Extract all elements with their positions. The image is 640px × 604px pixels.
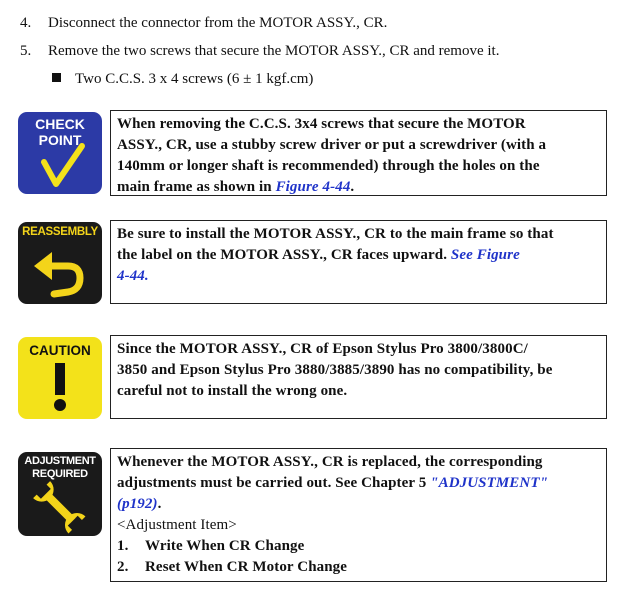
note-text: . — [350, 179, 355, 195]
step-5 — [20, 42, 499, 60]
note-line: Whenever the MOTOR ASSY., CR is replaced, the corresponding — [117, 454, 543, 470]
note-text: adjustments must be carried out. See Chapter 5 — [117, 475, 431, 491]
check-label: CHECK — [35, 116, 85, 132]
figure-link[interactable]: See Figure — [450, 247, 520, 263]
note-text: . — [157, 496, 162, 512]
note-line: 140mm or longer shaft is recommended) through the holes on the — [117, 158, 540, 174]
adjustment-item — [117, 536, 600, 557]
note-text: the label on the MOTOR ASSY., CR faces upward. — [117, 247, 451, 263]
step-number: 5. — [20, 43, 32, 59]
note-line — [117, 245, 600, 266]
page-link[interactable]: (p192) — [117, 496, 158, 512]
adjustment-note — [110, 448, 607, 582]
step-4 — [20, 14, 387, 32]
note-line — [117, 494, 600, 515]
screw-spec — [52, 70, 313, 88]
exclamation-icon — [18, 337, 102, 419]
note-line: Be sure to install the MOTOR ASSY., CR to the main frame so that — [117, 226, 554, 242]
caution-note — [110, 335, 607, 419]
return-arrow-icon — [18, 222, 102, 304]
figure-link[interactable]: 4-44 — [117, 268, 145, 284]
required-label: REQUIRED — [32, 468, 88, 480]
chapter-link[interactable]: "ADJUSTMENT" — [430, 475, 549, 491]
item-text: Reset When CR Motor Change — [145, 559, 348, 575]
note-line: ASSY., CR, use a stubby screw driver or put a screwdriver (with a — [117, 137, 547, 153]
note-line: 3850 and Epson Stylus Pro 3880/3885/3890 has no compatibility, be — [117, 362, 553, 378]
wrench-icon — [18, 452, 102, 536]
checkmark-icon — [18, 112, 102, 194]
item-number: 2. — [117, 559, 129, 575]
note-line: When removing the C.C.S. 3x4 screws that secure the MOTOR — [117, 116, 526, 132]
bullet-icon — [52, 73, 61, 82]
reassembly-note — [110, 220, 607, 304]
screw-spec-text: Two C.C.S. 3 x 4 screws (6 ± 1 kgf.cm) — [75, 71, 314, 87]
note-text: main frame as shown in — [117, 179, 276, 195]
note-line — [117, 473, 600, 494]
adjustment-required-icon — [18, 452, 102, 536]
note-line — [117, 266, 600, 287]
reassembly-icon — [18, 222, 102, 304]
reassembly-label: REASSEMBLY — [22, 226, 98, 238]
adjustment-label: ADJUSTMENT — [24, 455, 96, 467]
step-number: 4. — [20, 15, 32, 31]
step-text: Remove the two screws that secure the MOTOR ASSY., CR and remove it. — [48, 43, 500, 59]
caution-label: CAUTION — [29, 343, 91, 358]
check-point-icon — [18, 112, 102, 194]
point-label: POINT — [38, 132, 82, 148]
note-text: . — [144, 268, 149, 284]
item-number: 1. — [117, 538, 129, 554]
note-line: Since the MOTOR ASSY., CR of Epson Stylus Pro 3800/3800C/ — [117, 341, 528, 357]
note-line — [117, 177, 600, 198]
item-text: Write When CR Change — [145, 538, 305, 554]
step-text: Disconnect the connector from the MOTOR ASSY., CR. — [48, 15, 388, 31]
adjustment-item-heading: <Adjustment Item> — [117, 517, 237, 533]
caution-icon — [18, 337, 102, 419]
check-point-note — [110, 110, 607, 196]
note-line: careful not to install the wrong one. — [117, 383, 348, 399]
figure-link[interactable]: Figure 4-44 — [275, 179, 351, 195]
adjustment-item — [117, 557, 600, 578]
